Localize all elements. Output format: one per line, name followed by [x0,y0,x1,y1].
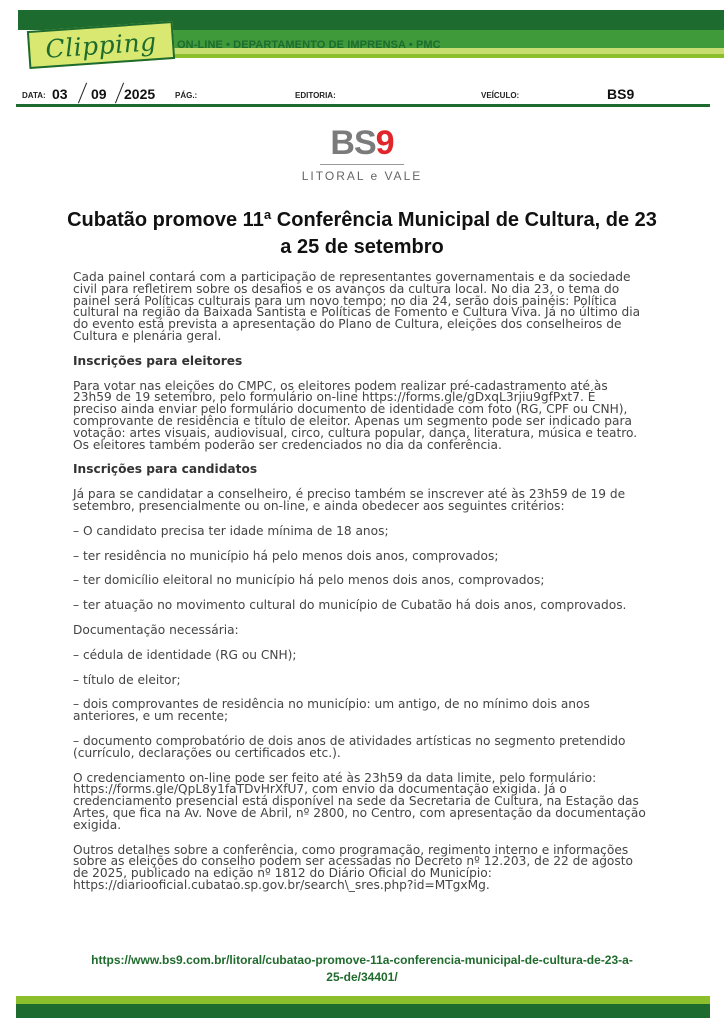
text-line: setembro, presencialmente ou on-line, e ainda obedecer aos seguintes critérios: [73,498,565,513]
source-url-line: 25-de/34401/ [326,970,398,984]
subheading-eleitores: Inscrições para eleitores [73,353,243,368]
header-stripe-lime [90,54,724,58]
criterion-item: – ter residência no município há pelo menos dois anos, comprovados; [73,548,499,563]
document-item [73,733,663,760]
text-line: comprovante de residência e título de eleitor. Apenas um segmento pode ser indicado para [73,413,632,428]
date-day: 03 [52,86,68,102]
bs9-logo [0,124,724,183]
text-line: do evento está prevista a apresentação do Plano de Cultura, eleições dos conselheiros de [73,317,622,332]
footer-stripe-lime [16,996,710,1004]
text-line: – documento comprobatório de dois anos de atividades artísticas no segmento pretendido [73,733,626,748]
clipping-meta-row [0,82,724,106]
text-line: Os eleitores também poderão ser credenciados no dia da conferência. [73,437,502,452]
bs9-logo-mark [0,124,724,162]
page-label: PÁG.: [175,91,198,100]
text-line: https://diariooficial.cubatao.sp.gov.br/search\_sres.php?id=MTgxMg. [73,877,490,892]
text-line: 23h59 de 19 setembro, pelo formulário on-line https://forms.gle/gDxqL3rjiu9gfPxt7. É [73,390,596,405]
source-url-line: https://www.bs9.com.br/litoral/cubatao-promove-11a-conferencia-municipal-de-cultura-de-23-a- [91,953,633,967]
date-separator [115,83,124,104]
text-line: (currículo, declarações ou certificados etc.). [73,745,341,760]
text-line: civil para refletirem sobre os desafios e os avanços da cultura local. No dia 23, o tema do [73,281,620,296]
logo-divider [320,164,404,165]
date-year: 2025 [124,86,156,102]
document-item: – cédula de identidade (RG ou CNH); [73,647,297,662]
text-line: exigida. [73,817,122,832]
text-line: cultural na região da Baixada Santista e Políticas de Fomento e Cultura Viva. Já no último dia [73,305,641,320]
subheading-candidatos: Inscrições para candidatos [73,462,258,477]
text-line: sobre as eleições do conselho podem ser acessadas no Decreto nº 12.203, de 22 de agosto [73,854,633,869]
logo-subtitle: LITORAL e VALE [301,169,423,183]
veiculo-value: BS9 [607,86,635,102]
veiculo-label: VEÍCULO: [481,91,520,100]
text-line: Artes, que fica na Av. Nove de Abril, nº 2800, no Centro, com apresentação da documentação [73,805,646,820]
logo-bs: BS [330,124,376,162]
logo-nine: 9 [375,124,394,162]
date-month: 09 [91,86,107,102]
department-label: ON-LINE • DEPARTAMENTO DE IMPRENSA • PMC [177,39,441,51]
text-line: Cada painel contará com a participação de representantes governamentais e da sociedade [73,270,631,284]
documentation-heading: Documentação necessária: [73,622,239,637]
text-line: votação: artes visuais, audiovisual, circo, cultura popular, dança, literatura, música e teatro. [73,425,638,440]
document-item [73,699,663,723]
footer-stripe-dark [16,1004,710,1018]
text-line: credenciamento presencial está disponível na sede da Secretaria de Cultura, na Estação das [73,794,639,809]
meta-divider [16,104,710,107]
text-line: anteriores, e um recente; [73,709,229,724]
text-line: – dois comprovantes de residência no município: um antigo, de no mínimo dois anos [73,697,590,712]
source-url-link[interactable] [40,952,684,986]
criterion-item: – ter atuação no movimento cultural do município de Cubatão há dois anos, comprovados. [73,598,627,613]
editoria-label: EDITORIA: [295,91,336,100]
clipping-header [0,0,724,80]
text-line: Para votar nas eleições do CMPC, os eleitores podem realizar pré-cadastramento até às [73,378,608,393]
text-line: https://forms.gle/QpL8y1faTDvHrXfU7, com envio da documentação exigida. Já o [73,782,567,797]
article-body [73,272,663,892]
date-separator [78,83,87,104]
article-headline: Cubatão promove 11ª Conferência Municipal de Cultura, de 23 a 25 de setembro [67,209,657,258]
credenciamento-paragraph [73,770,663,832]
date-label: DATA: [22,91,46,100]
eleitores-paragraph [73,378,663,452]
intro-paragraph [73,272,663,343]
criterion-item: – O candidato precisa ter idade mínima de 18 anos; [73,523,389,538]
text-line: Outros detalhes sobre a conferência, como programação, regimento interno e informações [73,842,629,857]
text-line: O credenciamento on-line pode ser feito até às 23h59 da data limite, pelo formulário: [73,770,597,785]
document-item: – título de eleitor; [73,672,181,687]
text-line: Cultura e plenária geral. [73,328,222,343]
text-line: de 2025, publicado na edição nº 1812 do Diário Oficial do Município: [73,866,492,881]
detalhes-paragraph [73,842,663,892]
candidatos-paragraph [73,489,663,513]
text-line: preciso ainda enviar pelo formulário documento de identidade com foto (RG, CPF ou CNH), [73,402,628,417]
criterion-item: – ter domicílio eleitoral no município há pelo menos dois anos, comprovados; [73,573,545,588]
clipping-badge-text: Clipping [44,26,158,64]
text-line: Já para se candidatar a conselheiro, é preciso também se inscrever até às 23h59 de 19 de [73,487,626,502]
text-line: painel será Políticas culturais para um novo tempo; no dia 24, serão dois painéis: Política [73,293,617,308]
